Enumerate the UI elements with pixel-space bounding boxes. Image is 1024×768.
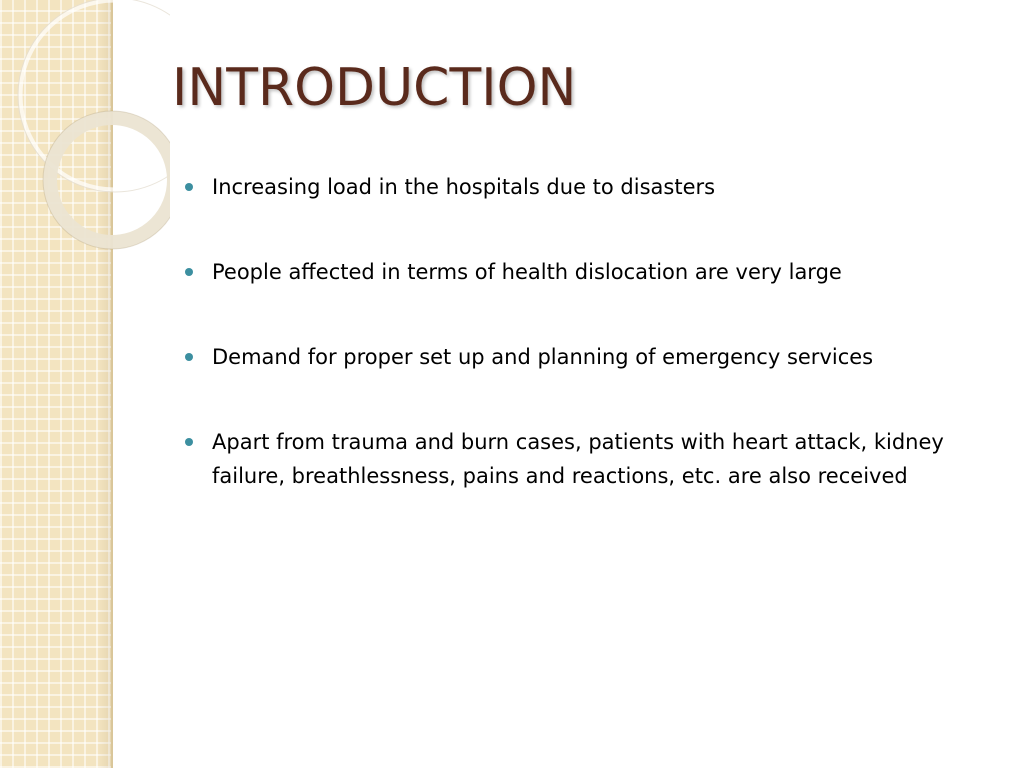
decorative-rings [0,0,170,260]
bullet-dot-icon [185,183,193,191]
bullet-item [185,425,965,493]
bullet-text: Demand for proper set up and planning of emergency services [212,345,874,369]
bullet-item [185,255,965,289]
bullet-item [185,340,965,374]
bullet-dot-icon [185,438,193,446]
bullet-item [185,170,965,204]
bullet-text: People affected in terms of health dislocation are very large [212,260,842,284]
bullet-list [185,170,965,493]
bullet-dot-icon [185,268,193,276]
bullet-text: Apart from trauma and burn cases, patients with heart attack, kidney failure, breathlessness, pains and reactions, etc. are also received [212,430,944,488]
ring-large [20,0,170,190]
ring-large-outline [18,0,170,192]
bullet-dot-icon [185,353,193,361]
bullet-text: Increasing load in the hospitals due to disasters [212,175,716,199]
slide-title: INTRODUCTION [172,58,577,118]
